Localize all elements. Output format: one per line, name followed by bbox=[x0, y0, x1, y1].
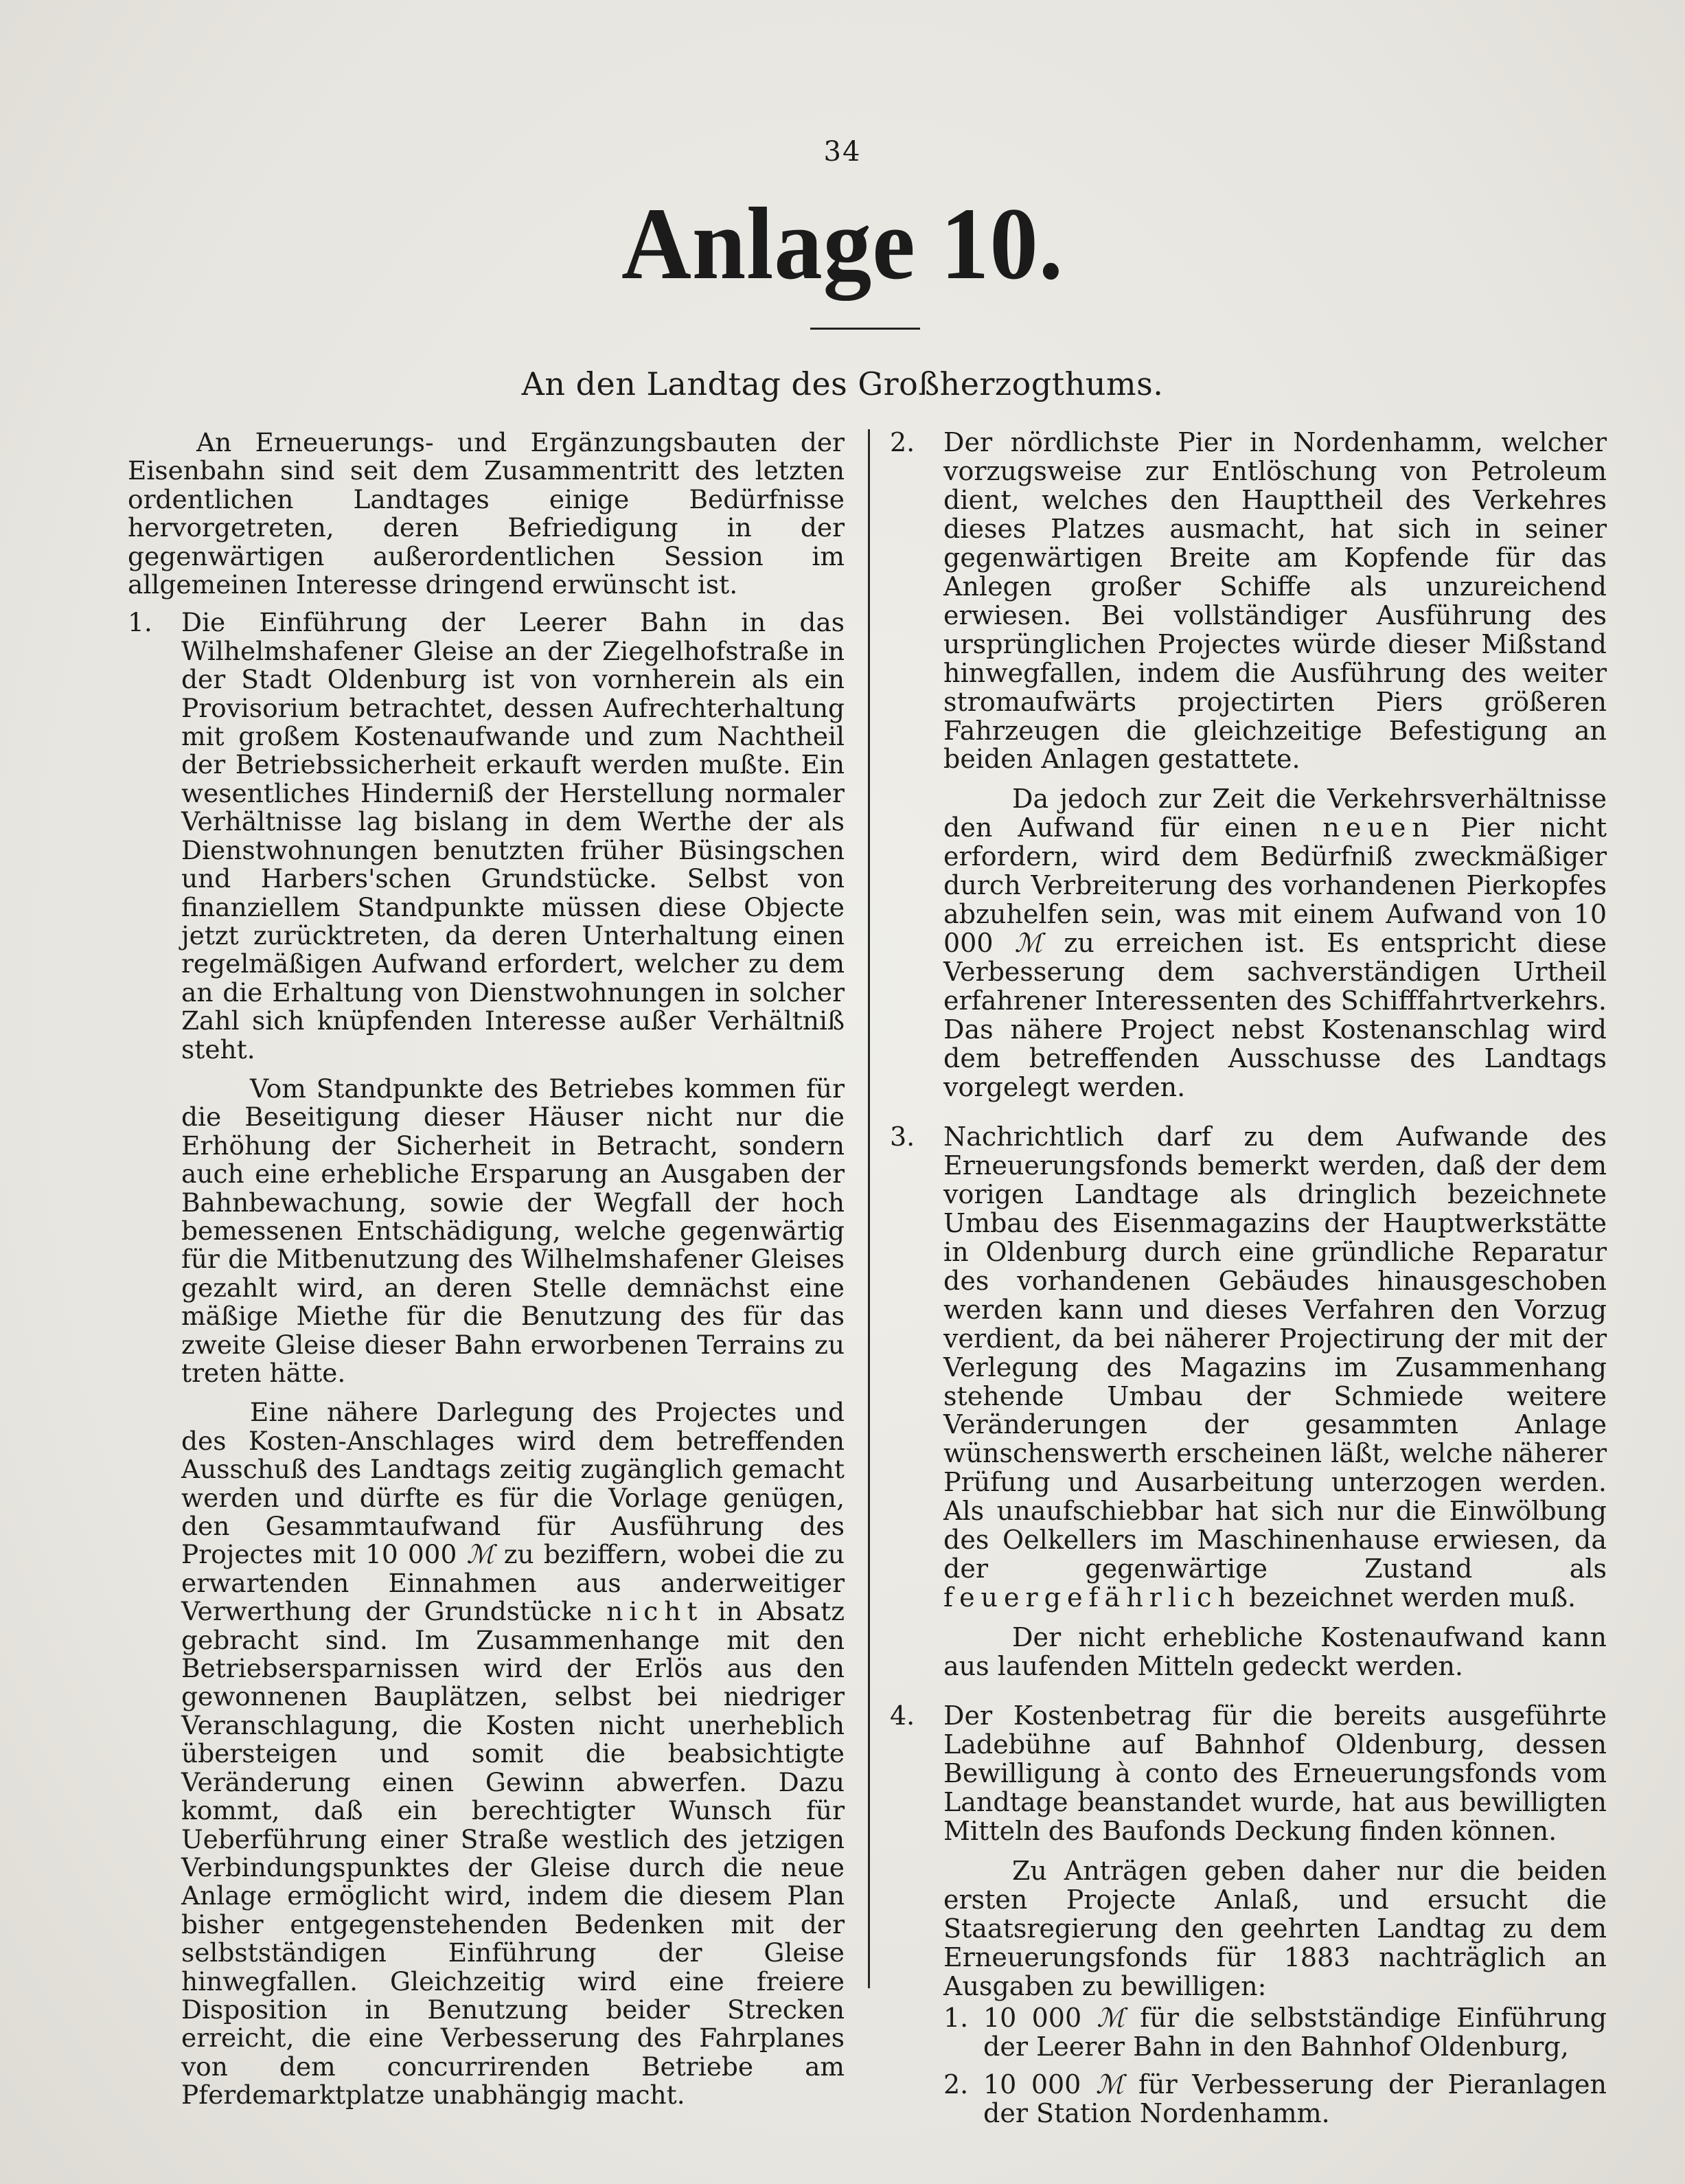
item-number: 3. bbox=[890, 1121, 915, 1152]
amount: 10 000 bbox=[983, 2069, 1096, 2100]
item-1-paragraph-1: Die Einführung der Leerer Bahn in das Wilhelmshafener Gleise an der Ziegelhofstraße in der Stadt Oldenburg ist von vornherein als ein Provisorium betrachtet, dessen Aufrechterhaltung mit großem Kostenaufwande und zum Nachtheil der Betriebssicherheit erkauft werden mußte. Ein wesentliches Hinderniß der Herstellung normaler Verhältnisse lag bislang in dem Werthe der als Dienstwohnungen benutzten früher Büsingschen und Harbers'schen Grundstücke. Selbst von finanziellem Standpunkte müssen diese Objecte jetzt zurücktreten, da deren Unterhaltung einen regelmäßigen Aufwand erfordert, welcher zu dem an die Erhaltung von Dienstwohnungen in solcher Zahl sich knüpfenden Interesse außer Verhältniß steht. bbox=[181, 607, 845, 1065]
mark-symbol: ℳ bbox=[1097, 2002, 1125, 2033]
sub-list-item-2 bbox=[943, 2071, 1607, 2128]
sub-item-body bbox=[983, 2004, 1607, 2062]
item-body bbox=[943, 1702, 1607, 2128]
left-column bbox=[128, 429, 845, 2110]
spaced-emphasis: nicht bbox=[606, 1596, 704, 1627]
item-2-paragraph-1: Der nördlichste Pier in Nordenhamm, welcher vorzugsweise zur Entlöschung von Petroleum dient, welches den Haupttheil des Verkehres dieses Platzes ausmacht, hat sich in seiner gegenwärtigen Breite am Kopfende für das Anlegen großer Schiffe als unzureichend erwiesen. Bei vollständiger Ausführung des ursprünglichen Projectes würde dieser Mißstand hinwegfallen, indem die Ausführung des weiter stromaufwärts projectirten Piers größeren Fahrzeugen die gleichzeitige Befestigung an beiden Anlagen gestattete. bbox=[943, 427, 1607, 775]
page-title: Anlage 10. bbox=[621, 187, 1064, 301]
mark-symbol: ℳ bbox=[466, 1539, 494, 1570]
item-number: 4. bbox=[890, 1700, 915, 1731]
item-3-paragraph-2: Der nicht erhebliche Kostenaufwand kann aus laufenden Mitteln gedeckt werden. bbox=[943, 1622, 1607, 1682]
intro-paragraph: An Erneuerungs- und Ergänzungsbauten der Eisenbahn sind seit dem Zusammentritt des letzten ordentlichen Landtages einige Bedürfnisse hervorgetreten, deren Befriedigung in der gegenwärtigen außerordentlichen Session im allgemeinen Interesse dringend erwünscht ist. bbox=[128, 427, 845, 600]
column-divider bbox=[868, 429, 870, 1988]
item-1-paragraph-3 bbox=[181, 1398, 845, 2109]
text-run: zu beziffern, wobei die zu erwartenden Einnahmen aus anderweitiger Verwerthung der Grundstücke bbox=[181, 1539, 845, 1627]
spaced-emphasis: feuergefährlich bbox=[943, 1582, 1241, 1613]
page-number: 34 bbox=[823, 136, 862, 168]
text-run: Pier nicht erfordern, wird dem Bedürfniß zweckmäßiger durch Verbreiterung des vorhandenen Pierkopfes abzuhelfen sein, was mit einem Aufwand von 10 000 bbox=[943, 812, 1607, 959]
item-number: 1. bbox=[128, 607, 152, 638]
item-4-paragraph-2: Zu Anträgen geben daher nur die beiden ersten Projecte Anlaß, und ersucht die Staatsregierung den geehrten Landtag zu dem Erneuerungsfonds für 1883 nachträglich an Ausgaben zu bewilligen: bbox=[943, 1855, 1607, 2001]
list-item-4 bbox=[890, 1702, 1607, 2128]
title-divider bbox=[810, 328, 920, 330]
text-run: in Absatz gebracht sind. Im Zusammenhange mit den Betriebsersparnissen wird der Erlös aus den gewonnenen Bauplätzen, selbst bei niedriger Veranschlagung, die Kosten nicht unerheblich übersteigen und somit die beabsichtigte Veränderung einen Gewinn abwerfen. Dazu kommt, daß ein berechtigter Wunsch für Ueberführung einer Straße westlich des jetzigen Verbindungspunktes der Gleise durch die neue Anlage ermöglicht wird, indem die diesem Plan bisher entgegenstehenden Bedenken mit der selbstständigen Einführung der Gleise hinwegfallen. Gleichzeitig wird eine freiere Disposition in Benutzung beider Strecken erreicht, die eine Verbesserung des Fahrplanes von dem concurrirenden Betriebe am Pferdemarktplatze unabhängig macht. bbox=[181, 1596, 845, 2111]
text-run: für Verbesserung der Pieranlagen der Station Nordenhamm. bbox=[983, 2069, 1607, 2129]
item-1-paragraph-2: Vom Standpunkte des Betriebes kommen für die Beseitigung dieser Häuser nicht nur die Erhöhung der Sicherheit in Betracht, sondern auch eine erhebliche Ersparung an Ausgaben der Bahnbewachung, sowie der Wegfall der hoch bemessenen Entschädigung, welche gegenwärtig für die Mitbenutzung des Wilhelmshafener Gleises gezahlt wird, an deren Stelle demnächst eine mäßige Miethe für die Benutzung des für das zweite Gleise dieser Bahn erworbenen Terrains zu treten hätte. bbox=[181, 1073, 845, 1388]
item-body bbox=[943, 1123, 1607, 1681]
sub-item-number: 2. bbox=[943, 2069, 969, 2100]
amount: 10 000 bbox=[983, 2002, 1097, 2033]
sub-item-number: 1. bbox=[943, 2002, 969, 2033]
mark-symbol: ℳ bbox=[1095, 2069, 1124, 2100]
sub-list-item-1 bbox=[943, 2004, 1607, 2062]
mark-symbol: ℳ bbox=[1014, 928, 1043, 959]
text-run: bezeichnet werden muß. bbox=[1240, 1582, 1577, 1613]
list-item-2 bbox=[890, 429, 1607, 1102]
spaced-emphasis: neuen bbox=[1322, 812, 1435, 843]
list-item-3 bbox=[890, 1123, 1607, 1681]
item-body bbox=[943, 429, 1607, 1102]
text-run: für die selbstständige Einführung der Leerer Bahn in den Bahnhof Oldenburg, bbox=[983, 2002, 1607, 2062]
sub-item-body bbox=[983, 2071, 1607, 2128]
item-number: 2. bbox=[890, 427, 915, 457]
list-item-1 bbox=[128, 608, 845, 2109]
right-column bbox=[890, 429, 1607, 2128]
text-run: Da jedoch zur Zeit die Verkehrsverhältnisse den Aufwand für einen bbox=[943, 784, 1607, 843]
text-run: Nachrichtlich darf zu dem Aufwande des Erneuerungsfonds bemerkt werden, daß der dem vorigen Landtage als dringlich bezeichnete Umbau des Eisenmagazins der Hauptwerkstätte in Oldenburg durch eine gründliche Reparatur des vorhandenen Gebäudes hinausgeschoben werden kann und dieses Verfahren den Vorzug verdient, da bei näherer Projectirung der mit der Verlegung des Magazins im Zusammenhang stehende Umbau der Schmiede weitere Veränderungen der gesammten Anlage wünschenswerth erscheinen läßt, welche näherer Prüfung und Ausarbeitung unterzogen werden. Als unaufschiebbar hat sich nur die Einwölbung des Oelkellers im Maschinenhause erwiesen, da der gegenwärtige Zustand als bbox=[943, 1121, 1607, 1584]
item-4-paragraph-1: Der Kostenbetrag für die bereits ausgeführte Ladebühne auf Bahnhof Oldenburg, dessen Bewilligung à conto des Erneuerungsfonds vom Landtage beanstandet wurde, hat aus bewilligten Mitteln des Baufonds Deckung finden können. bbox=[943, 1700, 1607, 1846]
item-body bbox=[181, 608, 845, 2109]
text-run: Eine nähere Darlegung des Projectes und des Kosten-Anschlages wird dem betreffenden Ausschuß des Landtags zeitig zugänglich gemacht werden und dürfte es für die Vorlage genügen, den Gesammtaufwand für Ausführung des Projectes mit 10 000 bbox=[181, 1397, 845, 1570]
item-3-paragraph-1 bbox=[943, 1123, 1607, 1613]
item-2-paragraph-2 bbox=[943, 785, 1607, 1102]
addressee-heading: An den Landtag des Großherzogthums. bbox=[521, 365, 1164, 402]
text-run: zu erreichen ist. Es entspricht diese Verbesserung dem sachverständigen Urtheil erfahrener Interessenten des Schifffahrtverkehrs. Das nähere Project nebst Kostenanschlag wird dem betreffenden Ausschusse des Landtags vorgelegt werden. bbox=[943, 928, 1607, 1102]
